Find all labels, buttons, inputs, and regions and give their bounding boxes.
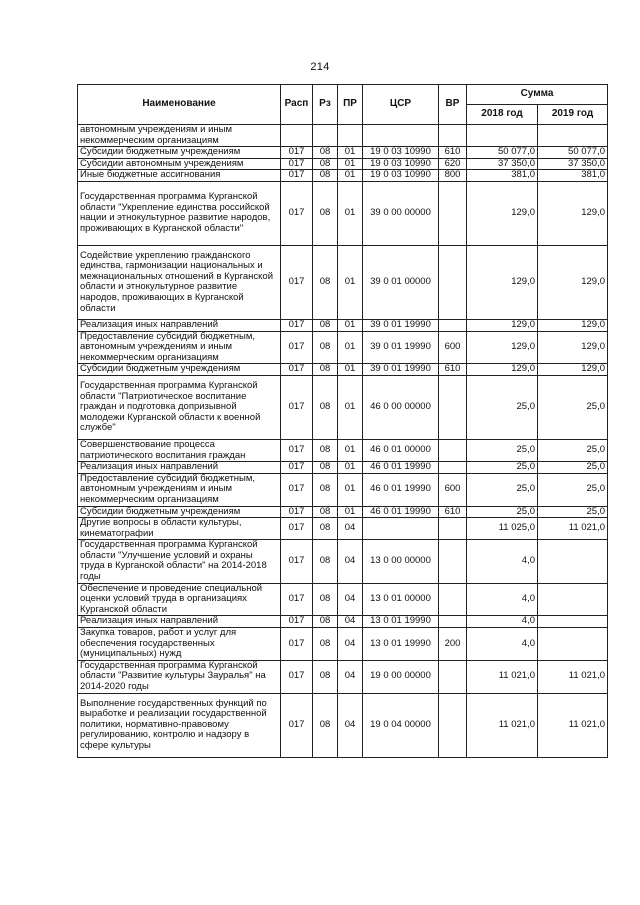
cell-rasp: 017 (281, 583, 313, 616)
cell-vr: 600 (439, 331, 467, 364)
cell-csr: 39 0 01 19990 (363, 364, 439, 376)
cell-sum-2019: 129,0 (538, 331, 608, 364)
cell-csr: 46 0 01 19990 (363, 506, 439, 518)
cell-rasp: 017 (281, 319, 313, 331)
cell-csr: 19 0 00 00000 (363, 660, 439, 693)
cell-name: Обеспечение и проведение специальной оценки условий труда в организациях Курганской области (78, 583, 281, 616)
cell-rasp: 017 (281, 170, 313, 182)
cell-sum-2018: 50 077,0 (467, 147, 538, 159)
table-row (78, 506, 608, 518)
cell-pr: 01 (338, 331, 363, 364)
cell-sum-2019: 129,0 (538, 245, 608, 319)
page-number: 214 (310, 61, 330, 73)
cell-name: Выполнение государственных функций по выработке и реализации государственной политики, нормативно-правовому регулированию, контролю и надзору в сфере культуры (78, 693, 281, 757)
cell-sum-2018: 129,0 (467, 245, 538, 319)
cell-rz: 08 (313, 473, 338, 506)
cell-sum-2018: 11 025,0 (467, 518, 538, 540)
cell-name: Предоставление субсидий бюджетным, автономным учреждениям и иным некоммерческим организациям (78, 473, 281, 506)
cell-sum-2019 (538, 628, 608, 661)
cell-vr (439, 616, 467, 628)
table-row (78, 170, 608, 182)
cell-sum-2019: 129,0 (538, 364, 608, 376)
header-rasp: Расп (281, 85, 313, 125)
cell-pr: 04 (338, 616, 363, 628)
cell-sum-2019: 25,0 (538, 473, 608, 506)
budget-table (77, 84, 608, 758)
cell-sum-2018: 4,0 (467, 540, 538, 583)
cell-rz: 08 (313, 439, 338, 461)
cell-rz: 08 (313, 693, 338, 757)
cell-vr: 620 (439, 158, 467, 170)
cell-pr: 04 (338, 628, 363, 661)
cell-pr: 04 (338, 540, 363, 583)
cell-pr: 04 (338, 693, 363, 757)
cell-rasp: 017 (281, 375, 313, 439)
cell-name: Субсидии бюджетным учреждениям (78, 364, 281, 376)
cell-vr (439, 439, 467, 461)
table-row (78, 181, 608, 245)
cell-sum-2019: 50 077,0 (538, 147, 608, 159)
table-row (78, 147, 608, 159)
cell-name: Государственная программа Курганской области "Патриотическое воспитание граждан и подготовка допризывной молодежи Курганской области к военной службе" (78, 375, 281, 439)
cell-csr (363, 518, 439, 540)
cell-sum-2019: 11 021,0 (538, 518, 608, 540)
cell-vr (439, 660, 467, 693)
cell-pr: 01 (338, 147, 363, 159)
cell-vr (439, 125, 467, 147)
table-body (78, 125, 608, 758)
cell-sum-2019 (538, 125, 608, 147)
cell-pr: 01 (338, 245, 363, 319)
cell-vr: 800 (439, 170, 467, 182)
cell-sum-2018: 25,0 (467, 462, 538, 474)
cell-sum-2018: 4,0 (467, 616, 538, 628)
cell-rz: 08 (313, 518, 338, 540)
cell-name: Предоставление субсидий бюджетным, автономным учреждениям и иным некоммерческим организациям (78, 331, 281, 364)
cell-rasp: 017 (281, 540, 313, 583)
cell-csr: 13 0 01 00000 (363, 583, 439, 616)
cell-sum-2019: 37 350,0 (538, 158, 608, 170)
cell-csr (363, 125, 439, 147)
cell-rz: 08 (313, 331, 338, 364)
cell-pr: 01 (338, 439, 363, 461)
header-2018: 2018 год (467, 105, 538, 125)
cell-rz: 08 (313, 583, 338, 616)
cell-vr (439, 540, 467, 583)
header-vr: ВР (439, 85, 467, 125)
cell-sum-2019: 381,0 (538, 170, 608, 182)
cell-sum-2019: 25,0 (538, 439, 608, 461)
cell-rasp: 017 (281, 364, 313, 376)
cell-sum-2019: 11 021,0 (538, 693, 608, 757)
cell-csr: 46 0 01 00000 (363, 439, 439, 461)
cell-sum-2018: 25,0 (467, 439, 538, 461)
cell-sum-2019: 25,0 (538, 462, 608, 474)
cell-vr: 200 (439, 628, 467, 661)
cell-pr: 01 (338, 319, 363, 331)
cell-rasp: 017 (281, 331, 313, 364)
cell-rasp: 017 (281, 439, 313, 461)
cell-csr: 39 0 01 00000 (363, 245, 439, 319)
table-row (78, 158, 608, 170)
cell-vr: 610 (439, 364, 467, 376)
cell-rz: 08 (313, 319, 338, 331)
cell-rasp: 017 (281, 506, 313, 518)
table-row (78, 473, 608, 506)
header-rz: Рз (313, 85, 338, 125)
cell-csr: 13 0 01 19990 (363, 628, 439, 661)
cell-sum-2018: 129,0 (467, 319, 538, 331)
cell-csr: 19 0 03 10990 (363, 158, 439, 170)
cell-name: Государственная программа Курганской области "Развитие культуры Зауралья" на 2014-2020 годы (78, 660, 281, 693)
cell-name: Другие вопросы в области культуры, кинематографии (78, 518, 281, 540)
cell-rasp: 017 (281, 518, 313, 540)
cell-name: Государственная программа Курганской области "Укрепление единства российской нации и этнокультурное развитие народов, проживающих в Курганской области" (78, 181, 281, 245)
cell-sum-2018: 11 021,0 (467, 693, 538, 757)
cell-vr (439, 518, 467, 540)
header-name: Наименование (78, 85, 281, 125)
cell-sum-2019: 129,0 (538, 319, 608, 331)
table-row (78, 693, 608, 757)
cell-sum-2018: 129,0 (467, 331, 538, 364)
cell-name: Иные бюджетные ассигнования (78, 170, 281, 182)
table-row (78, 319, 608, 331)
cell-rz: 08 (313, 245, 338, 319)
cell-sum-2018: 129,0 (467, 181, 538, 245)
cell-name: Реализация иных направлений (78, 616, 281, 628)
cell-csr: 46 0 01 19990 (363, 473, 439, 506)
cell-sum-2018: 25,0 (467, 506, 538, 518)
table-row (78, 583, 608, 616)
cell-rz: 08 (313, 147, 338, 159)
cell-rasp: 017 (281, 462, 313, 474)
cell-vr (439, 245, 467, 319)
cell-csr: 46 0 00 00000 (363, 375, 439, 439)
cell-rz (313, 125, 338, 147)
table-row (78, 462, 608, 474)
cell-vr (439, 319, 467, 331)
cell-rasp: 017 (281, 147, 313, 159)
cell-rasp: 017 (281, 693, 313, 757)
table-row (78, 660, 608, 693)
table-row (78, 628, 608, 661)
cell-sum-2018: 4,0 (467, 628, 538, 661)
cell-vr (439, 583, 467, 616)
cell-rasp: 017 (281, 473, 313, 506)
cell-name: Содействие укреплению гражданского единства, гармонизации национальных и межнациональных отношений в Курганской области и этнокультурное развитие народов, проживающих в Курганской области (78, 245, 281, 319)
cell-csr: 19 0 03 10990 (363, 147, 439, 159)
cell-sum-2018 (467, 125, 538, 147)
cell-rz: 08 (313, 158, 338, 170)
cell-sum-2019: 25,0 (538, 506, 608, 518)
cell-pr: 04 (338, 660, 363, 693)
cell-pr: 01 (338, 375, 363, 439)
cell-csr: 19 0 04 00000 (363, 693, 439, 757)
cell-rz: 08 (313, 628, 338, 661)
header-pr: ПР (338, 85, 363, 125)
cell-pr: 04 (338, 583, 363, 616)
cell-sum-2019 (538, 540, 608, 583)
cell-pr: 01 (338, 158, 363, 170)
cell-rasp: 017 (281, 181, 313, 245)
cell-pr (338, 125, 363, 147)
table-row (78, 245, 608, 319)
cell-rz: 08 (313, 462, 338, 474)
cell-name: Субсидии автономным учреждениям (78, 158, 281, 170)
cell-csr: 19 0 03 10990 (363, 170, 439, 182)
cell-vr (439, 375, 467, 439)
table-row (78, 439, 608, 461)
cell-vr (439, 181, 467, 245)
cell-rz: 08 (313, 170, 338, 182)
cell-name: Закупка товаров, работ и услуг для обеспечения государственных (муниципальных) нужд (78, 628, 281, 661)
cell-name: Субсидии бюджетным учреждениям (78, 147, 281, 159)
cell-sum-2018: 11 021,0 (467, 660, 538, 693)
table-header (78, 85, 608, 125)
cell-rasp: 017 (281, 660, 313, 693)
cell-sum-2018: 25,0 (467, 375, 538, 439)
table-row (78, 616, 608, 628)
cell-sum-2018: 381,0 (467, 170, 538, 182)
cell-csr: 39 0 01 19990 (363, 319, 439, 331)
cell-rz: 08 (313, 540, 338, 583)
cell-name: Субсидии бюджетным учреждениям (78, 506, 281, 518)
cell-vr: 610 (439, 506, 467, 518)
table-row (78, 331, 608, 364)
cell-pr: 04 (338, 518, 363, 540)
cell-rasp: 017 (281, 158, 313, 170)
cell-rz: 08 (313, 506, 338, 518)
cell-rasp (281, 125, 313, 147)
cell-csr: 46 0 01 19990 (363, 462, 439, 474)
cell-sum-2018: 4,0 (467, 583, 538, 616)
cell-sum-2019: 129,0 (538, 181, 608, 245)
cell-name: Государственная программа Курганской области "Улучшение условий и охраны труда в Курганской области" на 2014-2018 годы (78, 540, 281, 583)
header-2019: 2019 год (538, 105, 608, 125)
cell-rz: 08 (313, 660, 338, 693)
header-sum: Сумма (467, 85, 608, 105)
cell-rz: 08 (313, 375, 338, 439)
cell-sum-2018: 129,0 (467, 364, 538, 376)
table-row (78, 364, 608, 376)
cell-vr (439, 693, 467, 757)
cell-pr: 01 (338, 170, 363, 182)
cell-sum-2019: 11 021,0 (538, 660, 608, 693)
cell-sum-2019 (538, 583, 608, 616)
cell-sum-2019 (538, 616, 608, 628)
header-csr: ЦСР (363, 85, 439, 125)
cell-pr: 01 (338, 181, 363, 245)
cell-csr: 13 0 01 19990 (363, 616, 439, 628)
table-row (78, 125, 608, 147)
cell-csr: 39 0 01 19990 (363, 331, 439, 364)
cell-rasp: 017 (281, 245, 313, 319)
cell-vr: 610 (439, 147, 467, 159)
cell-name: Совершенствование процесса патриотического воспитания граждан (78, 439, 281, 461)
cell-vr (439, 462, 467, 474)
cell-rz: 08 (313, 181, 338, 245)
cell-rz: 08 (313, 616, 338, 628)
cell-pr: 01 (338, 462, 363, 474)
cell-csr: 13 0 00 00000 (363, 540, 439, 583)
cell-name: автономным учреждениям и иным некоммерческим организациям (78, 125, 281, 147)
table-row (78, 540, 608, 583)
table-row (78, 375, 608, 439)
cell-pr: 01 (338, 364, 363, 376)
cell-pr: 01 (338, 506, 363, 518)
cell-rz: 08 (313, 364, 338, 376)
cell-name: Реализация иных направлений (78, 319, 281, 331)
cell-rasp: 017 (281, 616, 313, 628)
cell-sum-2019: 25,0 (538, 375, 608, 439)
cell-sum-2018: 25,0 (467, 473, 538, 506)
cell-rasp: 017 (281, 628, 313, 661)
cell-vr: 600 (439, 473, 467, 506)
cell-name: Реализация иных направлений (78, 462, 281, 474)
cell-sum-2018: 37 350,0 (467, 158, 538, 170)
table-row (78, 518, 608, 540)
cell-pr: 01 (338, 473, 363, 506)
cell-csr: 39 0 00 00000 (363, 181, 439, 245)
